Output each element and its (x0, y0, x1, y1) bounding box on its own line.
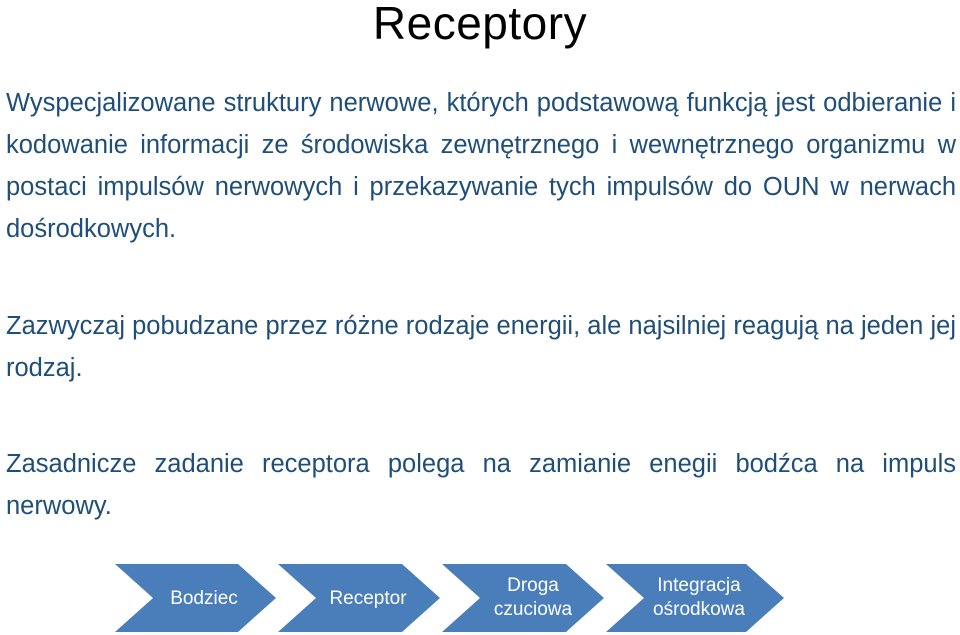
flow-step-bodziec (115, 564, 276, 632)
flow-step-label: Receptor (329, 588, 407, 609)
slide-title: Receptory (372, 0, 588, 49)
paragraph-definition: Wyspecjalizowane struktury nerwowe, których podstawową funkcją jest odbieranie i kodowanie informacji ze środowiska zewnętrznego i wewnętrznego organizmu w postaci impulsów nerwowych i przekazywanie tych impulsów do OUN w nerwach dośrodkowych. (6, 89, 956, 243)
paragraph-main-task: Zasadnicze zadanie receptora polega na zamianie enegii bodźca na impuls nerwowy. (6, 450, 956, 520)
flow-step-label-line2: czuciowa (493, 599, 573, 620)
process-flow-diagram (0, 558, 960, 635)
flow-step-droga-czuciowa (442, 564, 604, 632)
flow-step-integracja-osrodkowa (606, 564, 784, 632)
flow-step-receptor (278, 564, 440, 632)
flow-step-label-line2: ośrodkowa (653, 599, 745, 620)
paragraph-stimulation: Zazwyczaj pobudzane przez różne rodzaje energii, ale najsilniej reagują na jeden jej rodzaj. (6, 312, 956, 382)
flow-step-label: Bodziec (170, 588, 238, 609)
flow-step-label-line1: Integracja (657, 575, 741, 596)
flow-step-label-line1: Droga (507, 575, 559, 596)
